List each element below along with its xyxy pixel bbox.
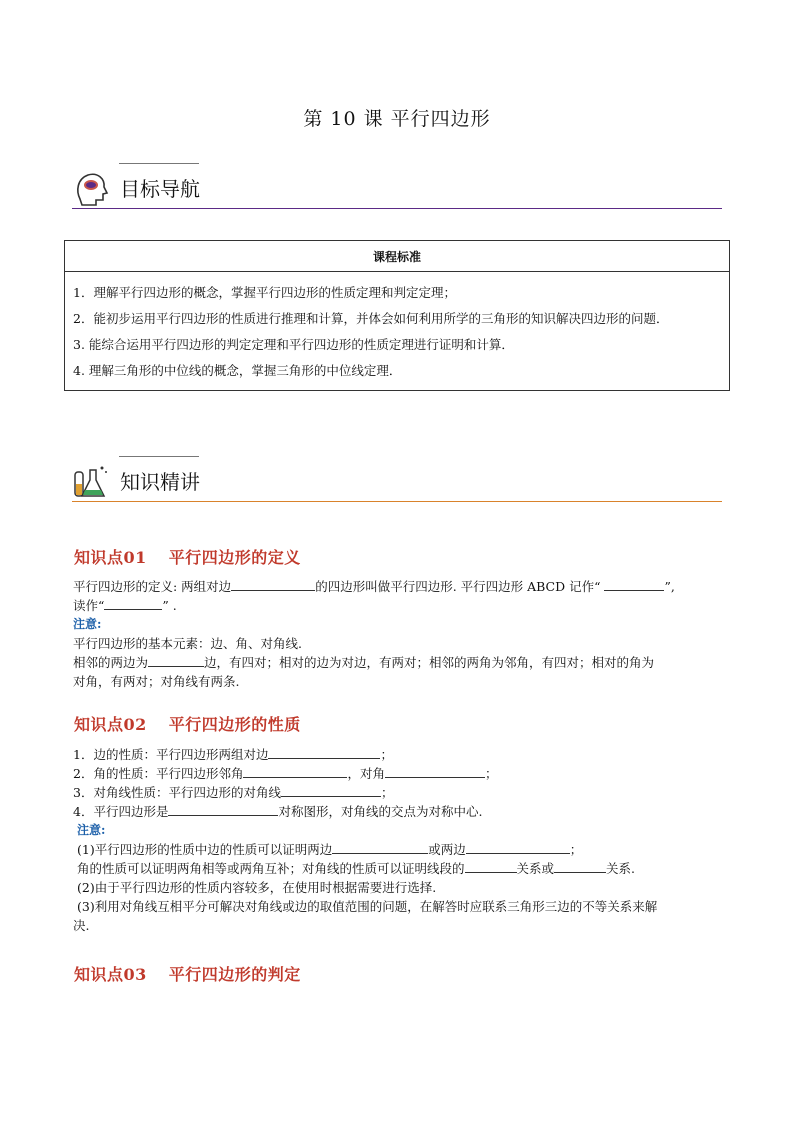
blank[interactable] [281,784,381,797]
text: 或两边 [428,842,466,857]
text: 的四边形叫做平行四边形. 平行四边形 ABCD 记作“ [315,579,605,594]
blank[interactable] [168,803,278,816]
knowledge-point-1-heading [74,545,301,568]
blank[interactable] [231,578,315,591]
text: (1)平行四边形的性质中边的性质可以证明两边 [77,842,333,857]
blank[interactable] [465,860,517,873]
head-brain-icon [72,169,110,207]
flask-icon [72,462,110,500]
section-header-knowledge [72,456,722,502]
knowledge-point-2-heading [74,712,301,735]
text: ； [484,766,498,781]
table-header: 课程标准 [65,241,730,272]
note-label: 注意: [73,617,102,631]
text: ，对角 [347,766,385,781]
text: ； [380,785,394,800]
standard-item-3: 3. 能综合运用平行四边形的判定定理和平行四边形的性质定理进行证明和计算． [73,337,514,352]
text: 读作“ [73,598,105,613]
kp2-body [73,745,725,935]
text: (3)利用对角线互相平分可解决对角线或边的取值范围的问题，在解答时应联系三角形三边的不等关系来解 [77,899,658,914]
text: 平行四边形的基本元素：边、角、对角线. [73,636,302,651]
text: (2)由于平行四边形的性质内容较多，在使用时根据需要进行选择. [77,880,437,895]
kp1-number: 知识点01 [74,548,147,567]
text: 关系. [606,861,636,876]
knowledge-point-3-heading [74,962,301,985]
kp1-title: 平行四边形的定义 [168,548,301,567]
blank[interactable] [268,746,380,759]
kp3-number: 知识点03 [74,965,147,984]
text: 对角，有两对；对角线有两条. [73,674,240,689]
text: 对称图形，对角线的交点为对称中心. [278,804,483,819]
text: 2．角的性质：平行四边形邻角 [73,766,244,781]
text: 相邻的两边为 [73,655,149,670]
text: ； [569,842,583,857]
text: 平行四边形的定义: 两组对边 [73,579,232,594]
blank[interactable] [466,841,570,854]
text: 边，有四对；相对的边为对边，有两对；相邻的两角为邻角，有四对；相对的角为 [204,655,655,670]
standard-item-4: 4. 理解三角形的中位线的概念，掌握三角形的中位线定理． [73,363,402,378]
kp3-title: 平行四边形的判定 [168,965,301,984]
blank[interactable] [243,765,347,778]
text: ”, [664,579,675,594]
text: ； [380,747,393,762]
section-label-goal: 目标导航 [120,177,200,201]
text: 关系或 [516,861,555,876]
blank[interactable] [554,860,606,873]
blank[interactable] [385,765,485,778]
section-header-goal [72,163,722,209]
text: ” . [162,598,177,613]
kp2-number: 知识点02 [74,715,147,734]
standard-item-1: 1．理解平行四边形的概念，掌握平行四边形的性质定理和判定定理； [73,285,456,300]
text: 决. [73,918,90,933]
blank[interactable] [148,654,204,667]
kp1-body [73,577,725,691]
text: 1．边的性质：平行四边形两组对边 [73,747,269,762]
blank[interactable] [604,578,664,591]
standard-item-2: 2．能初步运用平行四边形的性质进行推理和计算，并体会如何利用所学的三角形的知识解决四边形的问题． [73,311,669,326]
text: 3．对角线性质：平行四边形的对角线 [73,785,281,800]
kp2-title: 平行四边形的性质 [168,715,301,734]
blank[interactable] [332,841,428,854]
text: 角的性质可以证明两角相等或两角互补；对角线的性质可以证明线段的 [77,861,465,876]
course-standard-table [64,240,730,391]
note-label: 注意: [77,823,106,837]
page-title: 第 10 课 平行四边形 [303,108,491,130]
text: 4．平行四边形是 [73,804,169,819]
section-label-knowledge: 知识精讲 [120,470,200,494]
blank[interactable] [104,597,162,610]
